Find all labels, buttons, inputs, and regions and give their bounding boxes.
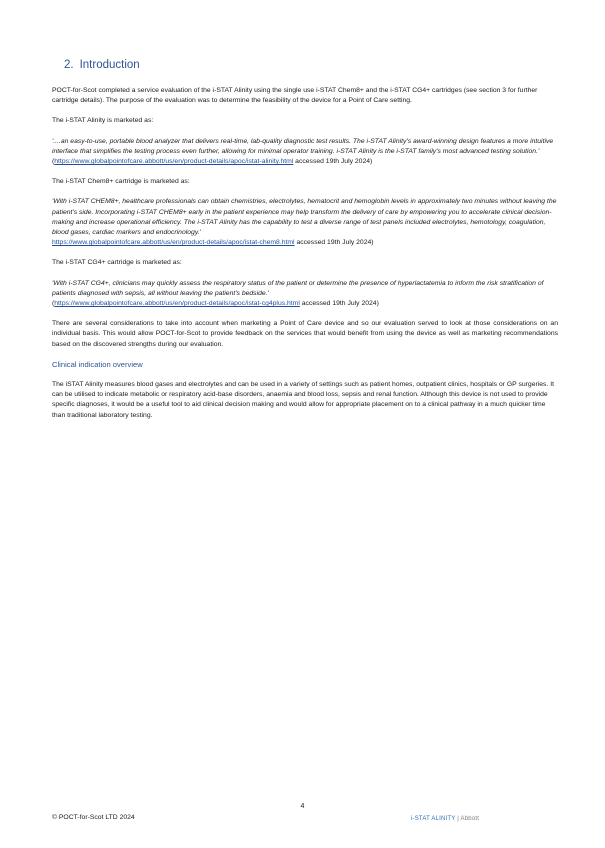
chem8-quote <box>52 197 558 248</box>
cg4-accessed: accessed 19th July 2024) <box>299 300 379 308</box>
alinity-quote-open: ( <box>52 158 55 166</box>
brand-product: i-STAT ALINITY <box>411 816 456 822</box>
cg4-link[interactable]: https://www.globalpointofcare.abbott/us/en/product-details/apoc/istat-cg4plus.html <box>54 300 300 308</box>
brand-separator: | <box>455 816 461 822</box>
chem8-quote-text: 'With i-STAT CHEM8+, healthcare professionals can obtain chemistries, electrolytes, hematocrit and hemoglobin levels in approximately two minutes without leaving the patient's side. Incorporating i-STAT CHEM8+ early in the patient experience may help transform the delivery of care by empowering you to accelerate clinical decision-making and increase operational efficiency. The i-STAT Alinity has the capability to test a diverse range of test panels included electrolytes, hemotology, coagulation, blood gases, cardiac markers and endocrinology.' <box>52 198 557 237</box>
copyright-footer: © POCT-for-Scot LTD 2024 <box>52 814 135 821</box>
body-content <box>52 86 558 431</box>
intro-paragraph: POCT-for-Scot completed a service evaluation of the i-STAT Alinity using the single use i-STAT Chem8+ and the i-STAT CG4+ cartridges (see section 3 for further cartridge details). The purpose of the evaluation was to determine the feasibility of the device for a Point of Care setting. <box>52 87 538 105</box>
alinity-link[interactable]: https://www.globalpointofcare.abbott/us/en/product-details/apoc/istat-alinity.html <box>54 158 294 166</box>
section-heading <box>64 59 140 71</box>
clinical-indication-paragraph: The iSTAT Alinity measures blood gases and electrolytes and can be used in a variety of settings such as patient homes, outpatient clinics, hospitals or GP surgeries. It can be utilised to indicate metabolic or respiratory acid-base disorders, anaemia and blood loss, sepsis and renal function. Although this device is not used to provide specific diagnoses, it would be a useful tool to aid clinical decision making and would allow for appropriate placement on to a clinical pathway in a much quicker time than traditional laboratory testing. <box>52 381 554 419</box>
cg4-quote-text: 'With i-STAT CG4+, clinicians may quickly assess the respiratory status of the patient or determine the presence of hyperlactatemia to inform the risk stratification of patients diagnosed with sepsis, all without leaving the patient's bedside.' <box>52 279 544 297</box>
cg4-quote <box>52 279 558 310</box>
considerations-paragraph: There are several considerations to take into account when marketing a Point of Care device and so our evaluation served to look at those considerations on an individual basis. This would allow POCT-for-Scot to provide feedback on the services that would benefit from using the device as well as marketing recommendations based on the discovered strengths during our evaluation. <box>52 320 558 348</box>
alinity-accessed: accessed 19th July 2024) <box>293 158 373 166</box>
chem8-accessed: accessed 19th July 2024) <box>294 239 374 247</box>
chem8-link[interactable]: https://www.globalpointofcare.abbott/us/en/product-details/apoc/istat-chem8.html <box>52 239 295 247</box>
brand-footer <box>411 816 479 822</box>
section-number: 2. <box>64 59 74 71</box>
brand-company: Abbott <box>460 816 480 822</box>
chem8-marketed-label: The i-STAT Chem8+ cartridge is marketed as: <box>52 178 190 186</box>
page-number: 4 <box>300 803 305 810</box>
cg4-marketed-label: The i-STAT CG4+ cartridge is marketed as: <box>52 259 182 267</box>
alinity-quote <box>52 137 558 168</box>
alinity-marketed-label: The i-STAT Alinity is marketed as: <box>52 117 154 125</box>
cg4-quote-open: ( <box>52 300 55 308</box>
clinical-indication-subheading: Clinical indication overview <box>52 359 143 369</box>
section-title: Introduction <box>79 59 140 71</box>
alinity-quote-text: '....an easy-to-use, portable blood analyzer that delivers real-time, lab-quality diagnostic test results. The i-STAT Alinity's award-winning design features a more intuitive interface that simplifies the testing process even further, allowing for minimal operator training. i-STAT Alinity is the i-STAT family's most advanced testing solution.' <box>52 137 554 155</box>
